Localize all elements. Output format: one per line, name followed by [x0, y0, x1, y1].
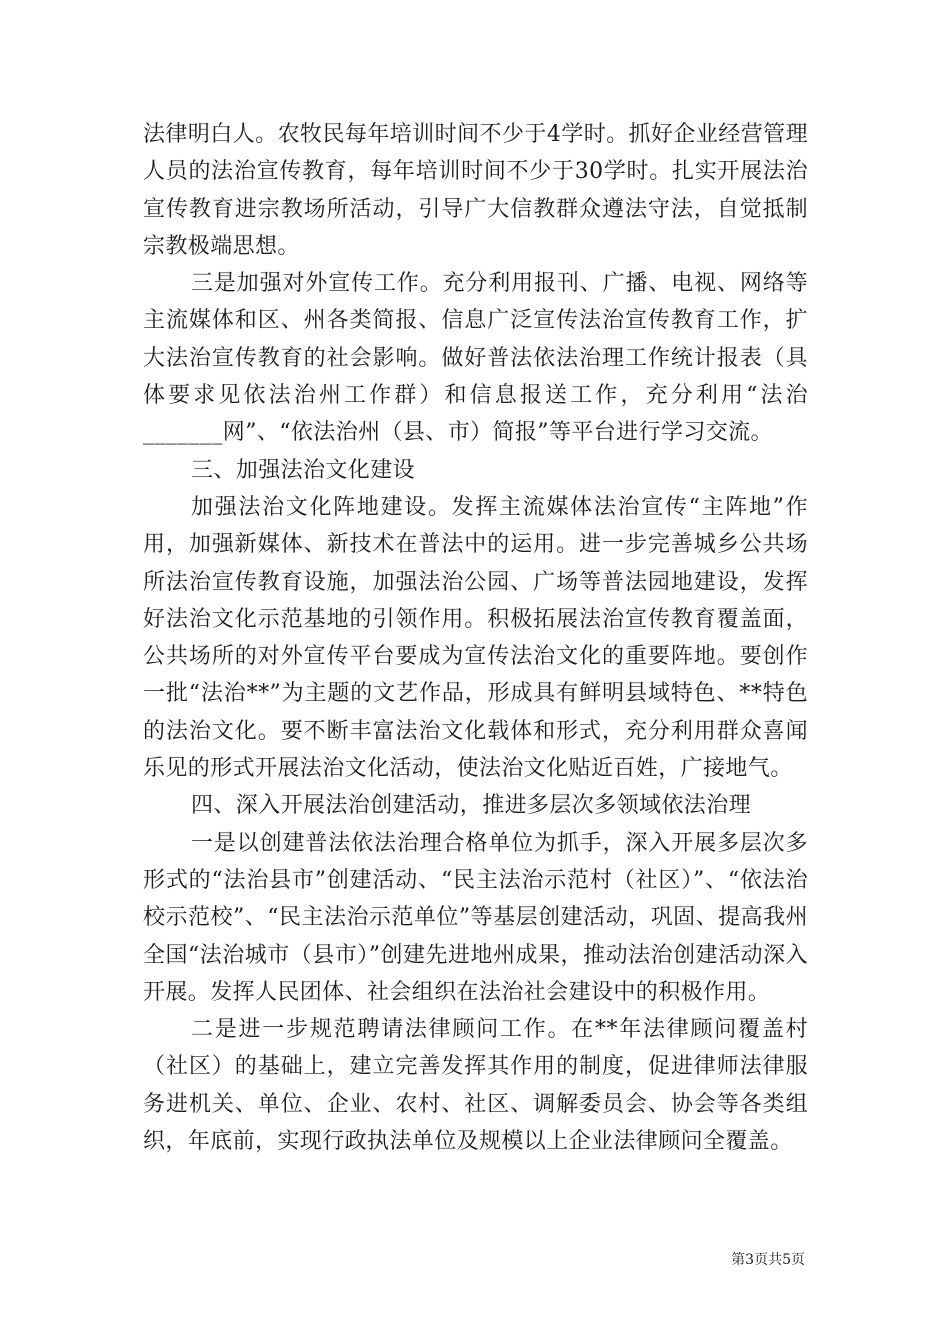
paragraph-legal-culture: 加强法治文化阵地建设。发挥主流媒体法治宣传“主阵地”作用，加强新媒体、新技术在普法中的运用。进一步完善城乡公共场所法治宣传教育设施，加强法治公园、广场等普法园地建设，发挥好法治文化示范基地的引领作用。积极拓展法治宣传教育覆盖面，公共场所的对外宣传平台要成为宣传法治文化的重要阵地。要创作一批“法治**”为主题的文艺作品，形成具有鲜明县域特色、**特色的法治文化。要不断丰富法治文化载体和形式，充分利用群众喜闻乐见的形式开展法治文化活动，使法治文化贴近百姓，广接地气。 [143, 494, 808, 782]
paragraph-external-publicity: 三是加强对外宣传工作。充分利用报刊、广播、电视、网络等主流媒体和区、州各类简报、信息广泛宣传法治宣传教育工作，扩大法治宣传教育的社会影响。做好普法依法治理工作统计报表（具体要求见依法治州工作群）和信息报送工作，充分利用“法治_______网”、“依法治州（县、市）简报”等平台进行学习交流。 [143, 271, 808, 446]
section-heading-legal-culture: 三、加强法治文化建设 [191, 457, 416, 483]
paragraph-continuation: 法律明白人。农牧民每年培训时间不少于4学时。抓好企业经营管理人员的法治宣传教育，每年培训时间不少于30学时。扎实开展法治宣传教育进宗教场所活动，引导广大信教群众遵法守法，自觉抵制宗教极端思想。 [143, 122, 808, 259]
document-body [143, 116, 808, 1160]
page-number: 第3页共5页 [731, 1252, 805, 1268]
paragraph-creation-activities: 一是以创建普法依法治理合格单位为抓手，深入开展多层次多形式的“法治县市”创建活动、“民主法治示范村（社区）”、“依法治校示范校”、“民主法治示范单位”等基层创建活动，巩固、提高我州全国“法治城市（县市）”创建先进地州成果，推动法治创建活动深入开展。发挥人民团体、社会组织在法治社会建设中的积极作用。 [143, 830, 808, 1005]
section-heading-legal-creation: 四、深入开展法治创建活动，推进多层次多领域依法治理 [191, 793, 752, 819]
paragraph-legal-advisors: 二是进一步规范聘请法律顾问工作。在**年法律顾问覆盖村（社区）的基础上，建立完善发挥其作用的制度，促进律师法律服务进机关、单位、企业、农村、社区、调解委员会、协会等各类组织，年底前，实现行政执法单位及规模以上企业法律顾问全覆盖。 [143, 1017, 808, 1155]
